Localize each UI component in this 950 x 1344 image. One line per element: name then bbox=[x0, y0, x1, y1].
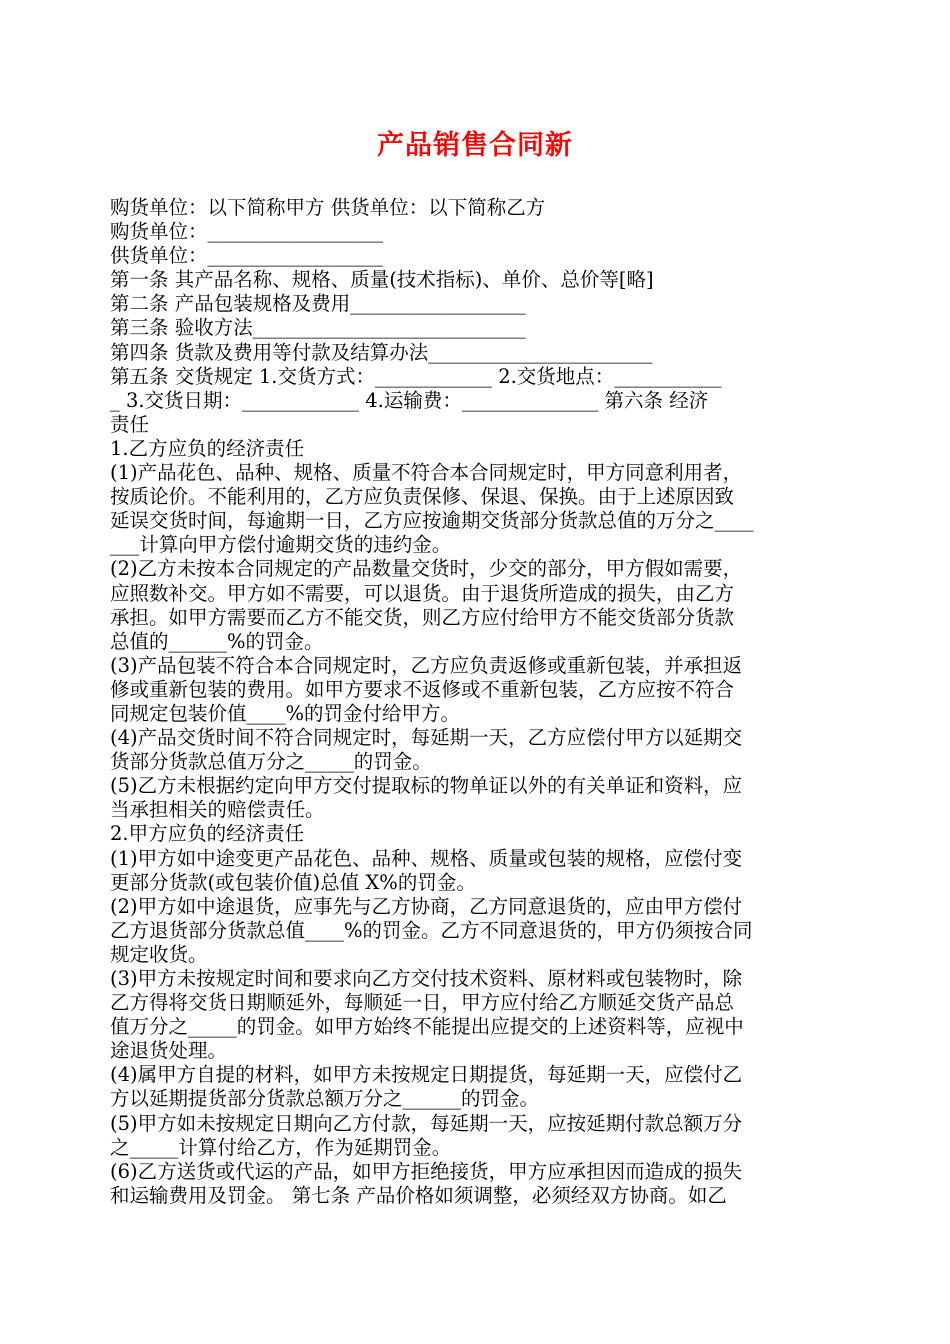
contract-line: 购货单位：__________________ bbox=[110, 220, 384, 244]
contract-line: (2)甲方如中途退货，应事先与乙方协商，乙方同意退货的，应由甲方偿付 bbox=[110, 894, 743, 918]
contract-line: _ 3.交货日期：____________ 4.运输费：______________ 第六条 经济 bbox=[110, 388, 709, 412]
contract-line: 承担。如甲方需要而乙方不能交货，则乙方应付给甲方不能交货部分货款 bbox=[110, 605, 735, 629]
contract-line: 责任 bbox=[110, 412, 150, 436]
contract-line: 第四条 货款及费用等付款及结算办法_______________________ bbox=[110, 340, 653, 364]
contract-line: (4)产品交货时间不符合同规定时，每延期一天，乙方应偿付甲方以延期交 bbox=[110, 726, 743, 750]
contract-line: 第五条 交货规定 1.交货方式：____________ 2.交货地点：___________ bbox=[110, 364, 722, 388]
contract-line: 购货单位：以下简称甲方 供货单位：以下简称乙方 bbox=[110, 196, 546, 219]
contract-line: (5)乙方未根据约定向甲方交付提取标的物单证以外的有关单证和资料，应 bbox=[110, 774, 743, 798]
contract-line: 1.乙方应负的经济责任 bbox=[110, 436, 305, 460]
contract-line: (6)乙方送货或代运的产品，如甲方拒绝接货，甲方应承担因而造成的损失 bbox=[110, 1159, 743, 1183]
contract-line: 第三条 验收方法____________________________ bbox=[110, 316, 526, 340]
contract-line: (4)属甲方自提的材料，如甲方未按规定日期提货，每延期一天，应偿付乙 bbox=[110, 1063, 743, 1087]
contract-line: 修或重新包装的费用。如甲方要求不返修或不重新包装，乙方应按不符合 bbox=[110, 677, 735, 701]
contract-line: (1)甲方如中途变更产品花色、品种、规格、质量或包装的规格，应偿付变 bbox=[110, 846, 743, 870]
contract-line: 之_____计算付给乙方，作为延期罚金。 bbox=[110, 1135, 452, 1159]
contract-line: 应照数补交。甲方如不需要，可以退货。由于退货所造成的损失，由乙方 bbox=[110, 581, 735, 605]
contract-line: 第二条 产品包装规格及费用__________________ bbox=[110, 292, 526, 316]
contract-line: (1)产品花色、品种、规格、质量不符合本合同规定时，甲方同意利用者， bbox=[110, 461, 743, 485]
contract-line: (3)产品包装不符合本合同规定时，乙方应负责返修或重新包装，并承担返 bbox=[110, 653, 743, 677]
document-title: 产品销售合同新 bbox=[377, 130, 573, 161]
contract-line: 值万分之_____的罚金。如甲方始终不能提出应提交的上述资料等，应视中 bbox=[110, 1015, 744, 1039]
contract-line: 规定收货。 bbox=[110, 942, 208, 966]
contract-line: 乙方退货部分货款总值____%的罚金。乙方不同意退货的，甲方仍须按合同 bbox=[110, 918, 753, 942]
contract-line: 第一条 其产品名称、规格、质量(技术指标)、单价、总价等[略] bbox=[110, 268, 654, 292]
contract-line: 和运输费用及罚金。 第七条 产品价格如须调整，必须经双方协商。如乙 bbox=[110, 1183, 727, 1207]
contract-line: 途退货处理。 bbox=[110, 1039, 228, 1063]
contract-line: 供货单位：__________________ bbox=[110, 244, 384, 268]
contract-line: (5)甲方如未按规定日期向乙方付款，每延期一天，应按延期付款总额万分 bbox=[110, 1111, 743, 1135]
contract-line: 更部分货款(或包装价值)总值 X%的罚金。 bbox=[110, 870, 476, 894]
contract-line: 总值的______%的罚金。 bbox=[110, 629, 324, 653]
contract-line: 当承担相关的赔偿责任。 bbox=[110, 798, 325, 822]
contract-line: 货部分货款总值万分之_____的罚金。 bbox=[110, 750, 432, 774]
contract-line: 乙方得将交货日期顺延外，每顺延一日，甲方应付给乙方顺延交货产品总 bbox=[110, 991, 735, 1015]
contract-line: 2.甲方应负的经济责任 bbox=[110, 822, 305, 846]
contract-line: 延误交货时间，每逾期一日，乙方应按逾期交货部分货款总值的万分之____ bbox=[110, 509, 754, 533]
contract-line: 同规定包装价值____%的罚金付给甲方。 bbox=[110, 701, 461, 725]
contract-line: (3)甲方未按规定时间和要求向乙方交付技术资料、原材料或包装物时，除 bbox=[110, 967, 743, 990]
contract-line: 方以延期提货部分货款总额万分之______的罚金。 bbox=[110, 1087, 540, 1111]
contract-line: 按质论价。不能利用的，乙方应负责保修、保退、保换。由于上述原因致 bbox=[110, 485, 735, 509]
contract-body bbox=[110, 196, 842, 1208]
contract-line: ___计算向甲方偿付逾期交货的违约金。 bbox=[110, 533, 452, 557]
contract-line: (2)乙方未按本合同规定的产品数量交货时，少交的部分，甲方假如需要， bbox=[110, 557, 743, 581]
